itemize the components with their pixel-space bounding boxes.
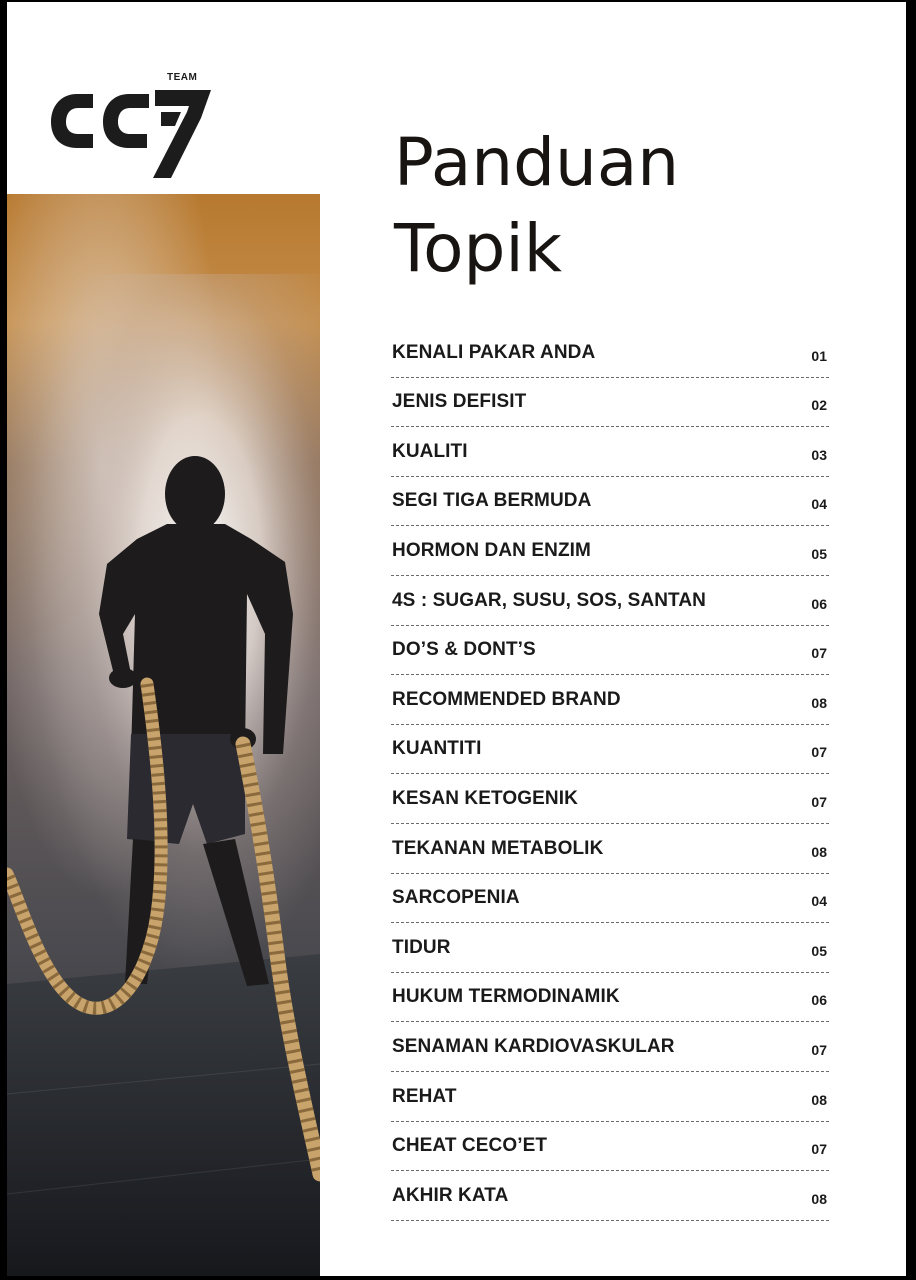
toc-entry-page-number: 05 [811, 545, 827, 562]
toc-entry-title: CHEAT CECO’ET [392, 1135, 548, 1157]
toc-entry[interactable] [391, 1022, 829, 1072]
toc-entry-title: AKHIR KATA [392, 1184, 509, 1206]
toc-entry[interactable] [391, 477, 829, 527]
toc-entry-title: KUANTITI [392, 738, 482, 760]
cc7-logo-mark [49, 82, 214, 178]
toc-entry-title: JENIS DEFISIT [392, 391, 527, 413]
team-cc7-logo [49, 70, 219, 180]
toc-entry[interactable] [391, 378, 829, 428]
toc-entry-page-number: 04 [811, 496, 827, 513]
logo-team-text: TEAM [167, 72, 198, 83]
toc-entry[interactable] [391, 1122, 829, 1172]
toc-entry[interactable] [391, 824, 829, 874]
toc-entry-page-number: 01 [811, 347, 827, 364]
toc-entry[interactable] [391, 973, 829, 1023]
toc-entry-page-number: 08 [811, 694, 827, 711]
toc-entry-page-number: 08 [811, 1091, 827, 1108]
toc-entry-page-number: 07 [811, 744, 827, 761]
toc-entry-title: SEGI TIGA BERMUDA [392, 490, 592, 512]
toc-entry[interactable] [391, 1072, 829, 1122]
toc-entry-page-number: 03 [811, 446, 827, 463]
toc-entry-page-number: 07 [811, 1041, 827, 1058]
toc-entry-title: KESAN KETOGENIK [392, 787, 578, 809]
toc-entry[interactable] [391, 576, 829, 626]
toc-entry[interactable] [391, 923, 829, 973]
toc-entry-page-number: 04 [811, 893, 827, 910]
toc-entry[interactable] [391, 328, 829, 378]
toc-entry-title: HORMON DAN ENZIM [392, 539, 591, 561]
table-of-contents [391, 328, 829, 1221]
toc-entry-title: RECOMMENDED BRAND [392, 688, 621, 710]
toc-entry-page-number: 08 [811, 1190, 827, 1207]
toc-entry-title: DO’S & DONT’S [392, 639, 536, 661]
toc-entry-title: SENAMAN KARDIOVASKULAR [392, 1035, 675, 1057]
toc-entry-title: SARCOPENIA [392, 887, 520, 909]
page-title [394, 120, 679, 292]
toc-entry[interactable] [391, 774, 829, 824]
toc-entry-page-number: 06 [811, 992, 827, 1009]
toc-entry-title: KENALI PAKAR ANDA [392, 341, 596, 363]
toc-entry[interactable] [391, 427, 829, 477]
toc-entry-page-number: 02 [811, 397, 827, 414]
toc-entry-title: HUKUM TERMODINAMIK [392, 986, 620, 1008]
toc-entry[interactable] [391, 1171, 829, 1221]
toc-entry-page-number: 06 [811, 595, 827, 612]
toc-entry[interactable] [391, 526, 829, 576]
toc-entry[interactable] [391, 675, 829, 725]
title-line-1: Panduan [394, 124, 680, 201]
toc-entry-title: KUALITI [392, 440, 468, 462]
toc-entry[interactable] [391, 725, 829, 775]
toc-entry[interactable] [391, 626, 829, 676]
toc-entry[interactable] [391, 874, 829, 924]
toc-entry-page-number: 07 [811, 793, 827, 810]
toc-entry-page-number: 07 [811, 645, 827, 662]
toc-entry-page-number: 08 [811, 843, 827, 860]
toc-entry-title: REHAT [392, 1085, 457, 1107]
toc-entry-title: 4S : SUGAR, SUSU, SOS, SANTAN [392, 589, 706, 611]
toc-entry-title: TEKANAN METABOLIK [392, 837, 604, 859]
title-line-2: Topik [394, 210, 562, 287]
battle-ropes-athlete-photo [7, 194, 320, 1276]
document-page [7, 2, 906, 1276]
toc-entry-page-number: 05 [811, 942, 827, 959]
toc-entry-title: TIDUR [392, 936, 451, 958]
toc-entry-page-number: 07 [811, 1141, 827, 1158]
